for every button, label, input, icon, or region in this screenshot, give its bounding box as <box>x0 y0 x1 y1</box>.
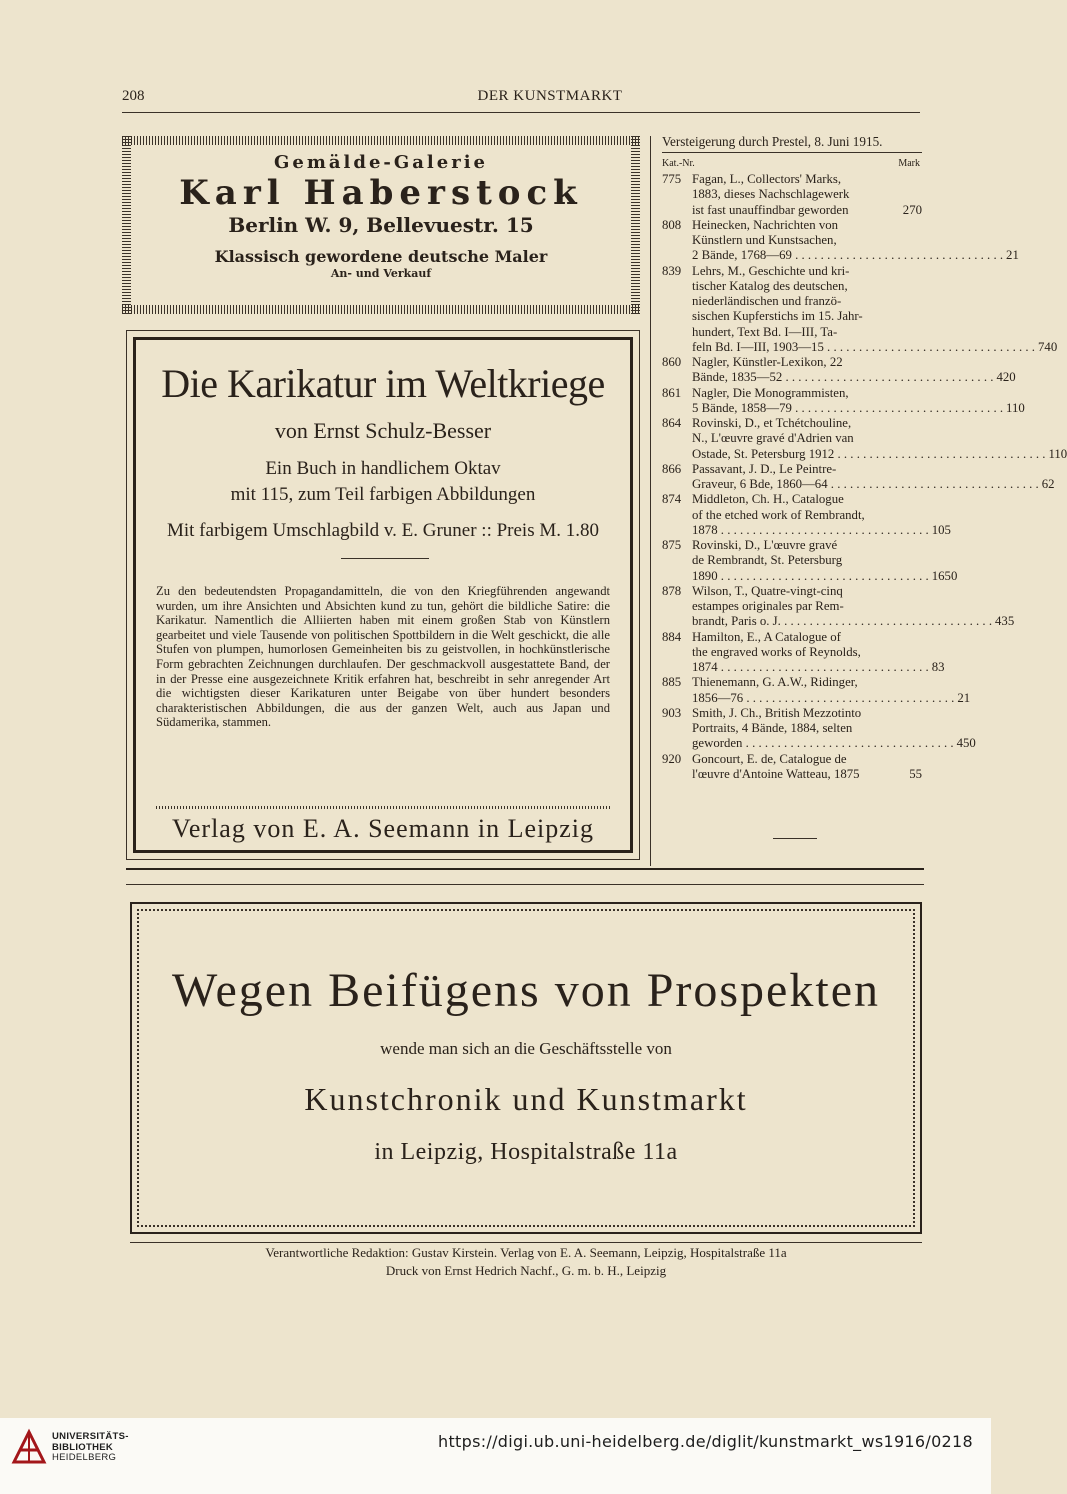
catalogue-entry-line: 5 Bände, 1858—79 <box>692 400 792 415</box>
running-title: DER KUNSTMARKT <box>477 88 623 104</box>
catalogue-entry-line: 1890 <box>692 568 718 583</box>
catalogue-entry-number: 866 <box>662 461 682 476</box>
catalogue-number-header: Kat.-Nr. <box>662 158 695 169</box>
catalogue-entry-line: Fagan, L., Collectors' Marks, <box>692 172 842 186</box>
catalogue-entry-price: 110 <box>1048 446 1067 461</box>
catalogue-entry-line: Middleton, Ch. H., Catalogue <box>692 492 844 507</box>
catalogue-entry <box>662 355 1016 386</box>
auction-heading-rule <box>662 152 922 153</box>
hatched-border-right <box>631 136 640 314</box>
book-illustrations: mit 115, zum Teil farbigen Abbildungen <box>230 484 536 505</box>
catalogue-entry <box>662 461 1055 493</box>
catalogue-entry-line: Graveur, 6 Bde, 1860—64 <box>692 477 828 491</box>
library-name-line1: UNIVERSITÄTS- <box>52 1431 129 1442</box>
catalogue-entry-number: 885 <box>662 675 682 690</box>
dotted-frame <box>137 909 915 1227</box>
catalogue-entry-line: of the etched work of Rembrandt, <box>692 507 865 522</box>
catalogue-entry-line: geworden <box>692 736 743 751</box>
catalogue-entry-line: brandt, Paris o. J. <box>692 614 781 629</box>
catalogue-entry-line: Passavant, J. D., Le Peintre- <box>692 461 837 476</box>
catalogue-entry-line: the engraved works of Reynolds, <box>692 644 861 659</box>
book-title: Die Karikatur im Weltkriege <box>161 361 605 406</box>
catalogue-entry-number: 808 <box>662 217 682 232</box>
imprint-editorial: Verantwortliche Redaktion: Gustav Kirstein. Verlag von E. A. Seemann, Leipzig, Hospitalstraße 11a <box>265 1245 787 1260</box>
catalogue-entry-line: feln Bd. I—III, 1903—15 <box>692 339 824 354</box>
prospekte-address: in Leipzig, Hospitalstraße 11a <box>374 1139 678 1165</box>
catalogue-entry-number: 874 <box>662 492 682 507</box>
catalogue-entry-line: 1878 <box>692 522 718 537</box>
catalogue-entry-number: 903 <box>662 705 682 720</box>
catalogue-entry-number: 920 <box>662 751 682 766</box>
header-rule <box>122 112 920 113</box>
catalogue-entry-line: Rovinski, D., et Tchétchouline, <box>692 416 852 430</box>
catalogue-entry <box>662 705 976 752</box>
catalogue-entry-number: 884 <box>662 629 682 644</box>
catalogue-entry-line: Lehrs, M., Geschichte und kri- <box>692 263 850 278</box>
catalogue-price-header: Mark <box>898 158 920 169</box>
catalogue-entry-number: 861 <box>662 385 682 400</box>
catalogue-entry <box>662 752 922 783</box>
imprint-printer: Druck von Ernst Hedrich Nachf., G. m. b. H., Leipzig <box>385 1263 667 1278</box>
catalogue-entry-line: de Rembrandt, St. Petersburg <box>692 553 843 568</box>
catalogue-entry-line: Wilson, T., Quatre-vingt-cinq <box>692 583 843 598</box>
prospekte-journal-name: Kunstchronik und Kunstmarkt <box>304 1081 748 1117</box>
catalogue-entry-line: Hamilton, E., A Catalogue of <box>692 629 841 644</box>
catalogue-entry-line: Nagler, Künstler-Lexikon, 22 <box>692 355 843 369</box>
library-name[interactable] <box>52 1432 129 1464</box>
catalogue-entry-number: 839 <box>662 263 682 278</box>
catalogue-entry <box>662 217 1019 264</box>
library-name-line2: BIBLIOTHEK <box>52 1441 114 1453</box>
catalogue-entry-line: Heinecken, Nachrichten von <box>692 217 839 232</box>
catalogue-entry-line: 1856—76 <box>692 690 744 705</box>
catalogue-entry-line: l'œuvre d'Antoine Watteau, 1875 <box>692 766 860 781</box>
library-logo-icon <box>12 1430 46 1464</box>
catalogue-entry-line: 1874 <box>692 660 718 674</box>
catalogue-entry-number: 878 <box>662 583 682 598</box>
book-publisher: Verlag von E. A. Seemann in Leipzig <box>171 814 595 843</box>
book-cover-price: Mit farbigem Umschlagbild v. E. Gruner :: Preis M. 1.80 <box>166 520 599 541</box>
catalogue-entry-line: tischer Katalog des deutschen, <box>692 278 848 293</box>
hatched-border-left <box>122 136 131 314</box>
catalogue-entry-price: 83 <box>931 660 945 674</box>
catalogue-entry-line: hundert, Text Bd. I—III, Ta- <box>692 324 838 339</box>
catalogue-entry-line: N., L'œuvre gravé d'Adrien van <box>692 431 854 446</box>
source-url-link[interactable]: https://digi.ub.uni-heidelberg.de/diglit/kunstmarkt_ws1916/0218 <box>438 1432 973 1451</box>
section-separator-thin <box>126 884 924 885</box>
catalogue-entry-line: sischen Kupferstichs im 15. Jahr- <box>692 309 863 324</box>
catalogue-entry <box>662 263 1058 356</box>
auction-heading: Versteigerung durch Prestel, 8. Juni 1915. <box>662 134 883 149</box>
catalogue-entry-number: 864 <box>662 416 682 430</box>
catalogue-entry-line: Künstlern und Kunstsachen, <box>692 233 837 247</box>
karikatur-frame <box>133 337 633 853</box>
catalogue-entry-line: Portraits, 4 Bände, 1884, selten <box>692 721 853 735</box>
catalogue-entry <box>662 538 958 584</box>
galerie-tagline: Klassisch gewordene deutsche Maler <box>214 247 548 266</box>
catalogue-entry-line: Nagler, Die Monogrammisten, <box>692 385 849 400</box>
catalogue-entry-price: 105 <box>931 522 951 537</box>
galerie-advertisement <box>122 136 640 314</box>
auction-catalogue <box>662 172 1067 782</box>
hatched-border-bottom <box>122 305 640 314</box>
catalogue-entry-price: 1650 <box>931 568 958 583</box>
column-divider <box>650 136 651 866</box>
catalogue-end-rule <box>773 838 817 839</box>
prospekte-heading: Wegen Beifügens von Prospekten <box>172 964 880 1017</box>
library-name-line3: HEIDELBERG <box>52 1452 117 1463</box>
book-author: von Ernst Schulz-Besser <box>274 418 492 443</box>
catalogue-entry-line: Thienemann, G. A.W., Ridinger, <box>692 675 858 690</box>
catalogue-entry-line: estampes originales par Rem- <box>692 599 844 613</box>
book-description: Zu den bedeutendsten Propagandamitteln, die von den Kriegführenden angewandt wurden, um ihre Ansichten und Absichten kund zu tun, gehört die bildliche Satire: die Karikatur. Namentlich die Alliierten haben mit einem großen Stab von Künstlern gearbeitet und viele Tausende von politischen Spottbildern in die Welt geschickt, die alle Stufen von plumpen, humorlosen Gemeinheiten bis zu geistvollen, in hochkünstlerische Form gebrachten Zeichnungen durchlaufen. Der geschmackvoll ausgestattete Band, der in der Presse eine ausgezeichnete Kritik erfahren hat, beschreibt in sehr anregender Art die wichtigsten dieser Karikaturen unter Beigabe von über hundert besonders charakteristischen Abbildungen, die aus der ganzen Welt, auch aus Japan und Südamerika, stammen. <box>156 584 610 730</box>
prospekte-advertisement <box>130 902 922 1234</box>
catalogue-entry-price: 420 <box>996 370 1016 385</box>
catalogue-entry-line: Rovinski, D., L'œuvre gravé <box>692 538 838 552</box>
galerie-label: Gemälde-Galerie <box>274 152 488 173</box>
catalogue-entry-line: Goncourt, E. de, Catalogue de <box>692 751 847 766</box>
catalogue-entry-line: Ostade, St. Petersburg 1912 <box>692 446 835 461</box>
book-format: Ein Buch in handlichem Oktav <box>265 458 501 479</box>
galerie-name: Karl Haberstock <box>179 173 583 213</box>
catalogue-entry <box>662 416 1067 462</box>
catalogue-entry-line: ist fast unauffindbar geworden <box>692 202 849 217</box>
catalogue-entry-line: niederländischen und franzö- <box>692 294 842 308</box>
karikatur-advertisement <box>126 330 640 860</box>
catalogue-entry-line: 1883, dieses Nachschlagewerk <box>692 187 850 202</box>
catalogue-entry <box>662 583 1015 630</box>
catalogue-entry-line: Bände, 1835—52 <box>692 370 783 385</box>
catalogue-entry-price: 740 <box>1038 339 1058 354</box>
catalogue-entry-line: Smith, J. Ch., British Mezzotinto <box>692 705 862 720</box>
catalogue-entry-price: 435 <box>995 614 1015 629</box>
catalogue-entry <box>662 492 951 538</box>
galerie-subtagline: An- und Verkauf <box>330 267 432 280</box>
catalogue-entry <box>662 675 971 706</box>
catalogue-entry-price: 110 <box>1006 400 1025 415</box>
book-divider <box>341 558 429 559</box>
imprint-rule <box>130 1242 922 1243</box>
page-number: 208 <box>122 88 145 104</box>
catalogue-entry <box>662 629 945 676</box>
galerie-address: Berlin W. 9, Bellevuestr. 15 <box>228 213 534 237</box>
catalogue-entry <box>662 385 1025 417</box>
catalogue-entry-number: 860 <box>662 355 682 369</box>
catalogue-entry-line: 2 Bände, 1768—69 <box>692 248 792 263</box>
catalogue-entry-price: 270 <box>902 202 922 217</box>
catalogue-entry <box>662 172 922 218</box>
catalogue-entry-price: 21 <box>957 690 971 705</box>
catalogue-entry-number: 775 <box>662 172 682 186</box>
library-footer <box>0 1418 991 1494</box>
section-separator <box>126 868 924 870</box>
catalogue-entry-price: 450 <box>956 736 976 751</box>
catalogue-entry-number: 875 <box>662 538 682 552</box>
catalogue-entry-price: 62 <box>1041 477 1055 491</box>
prospekte-subline: wende man sich an die Geschäftsstelle von <box>380 1039 672 1058</box>
dotted-rule <box>156 806 610 809</box>
catalogue-entry-price: 21 <box>1006 248 1019 263</box>
catalogue-entry-price: 55 <box>909 766 922 781</box>
hatched-border-top <box>122 136 640 145</box>
